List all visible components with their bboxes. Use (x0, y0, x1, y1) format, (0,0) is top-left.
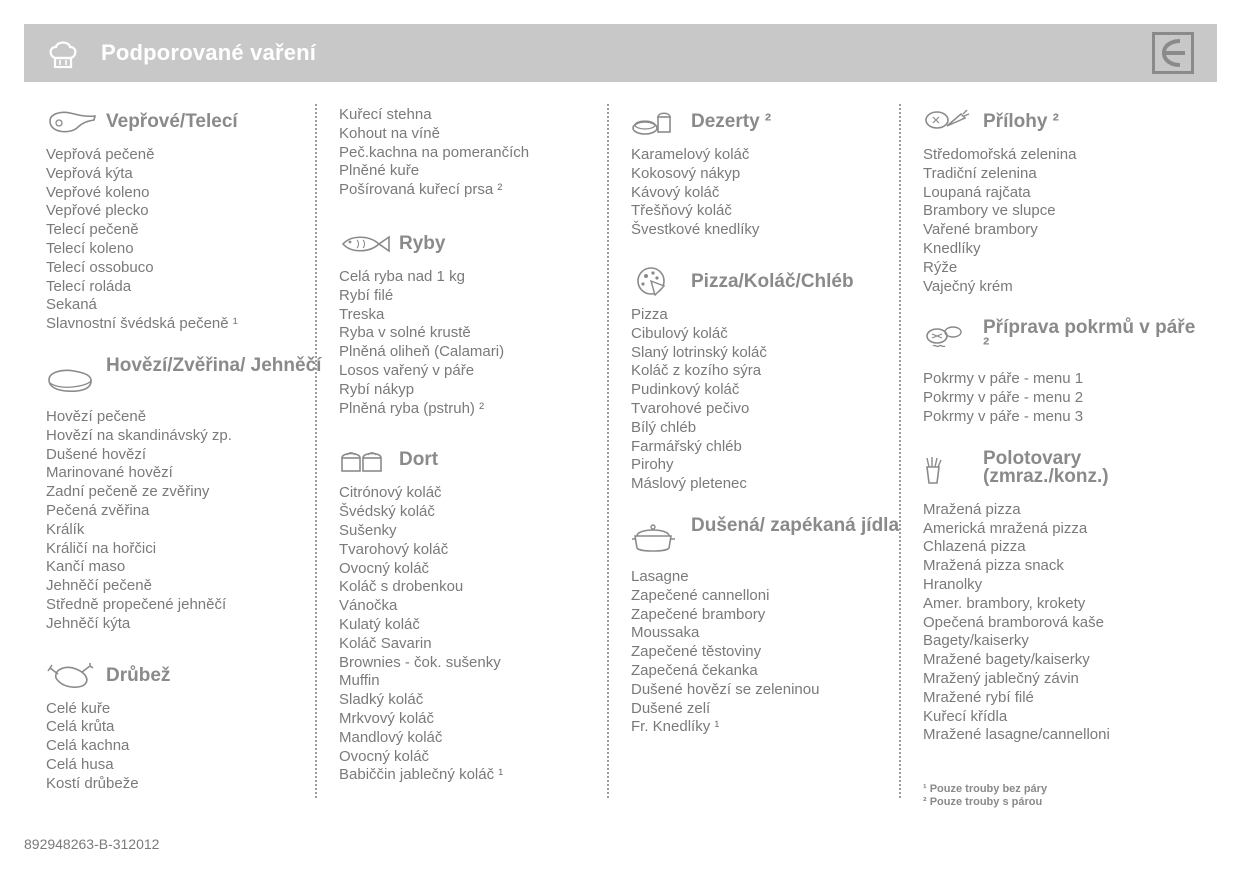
list-item: Slaný lotrinský koláč (631, 343, 767, 361)
list-item: Třešňový koláč (631, 202, 732, 220)
header-bar (24, 24, 1217, 82)
section-convenience-food (923, 443, 1193, 809)
list-item: Brownies - čok. sušenky (339, 653, 501, 671)
list-item: Pokrmy v páře - menu 2 (923, 389, 1084, 407)
list-item: Telecí koleno (46, 239, 134, 257)
list-item: Muffin (339, 672, 380, 690)
column-3 (631, 96, 901, 753)
section-title: Hovězí/Zvěřina/ Jehněčí (106, 354, 322, 376)
pork-leg-icon (46, 106, 98, 138)
list-item: Peč.kachna na pomerančích (339, 143, 530, 161)
list-item: Kostí drůbeže (46, 774, 139, 792)
list-item: Mražená pizza (923, 500, 1021, 518)
item-list (46, 408, 316, 634)
list-item: Rýže (923, 258, 958, 276)
list-item: Kohout na víně (339, 124, 440, 142)
page-title: Podporované vaření (101, 40, 317, 65)
dessert-icon (631, 106, 683, 138)
list-item: Celá krůta (46, 718, 115, 736)
list-item: Plněná ryba (pstruh) ² (339, 399, 485, 417)
section-pizza-bread (631, 256, 901, 494)
footnote: ¹ Pouze trouby bez páry (923, 783, 1048, 796)
list-item: Marinované hovězí (46, 464, 173, 482)
list-item: Slavnostní švédská pečeně ¹ (46, 315, 238, 333)
list-item: Švestkové knedlíky (631, 221, 760, 239)
list-item: Bagety/kaiserky (923, 632, 1029, 650)
section-title: Polotovary (zmraz./konz.) (983, 447, 1109, 487)
section-stews-casseroles (631, 510, 901, 737)
list-item: Telecí roláda (46, 277, 132, 295)
list-item: Vepřové koleno (46, 183, 150, 201)
frozen-food-icon (923, 455, 975, 487)
item-list (46, 700, 316, 794)
pizza-icon (631, 266, 683, 298)
list-item: Mandlový koláč (339, 728, 443, 746)
list-item: Jehněčí kýta (46, 614, 131, 632)
document-id: 892948263-B-312012 (24, 836, 160, 852)
footnotes (923, 783, 1193, 809)
list-item: Kokosový nákyp (631, 164, 741, 182)
list-item: Koláč z kozího sýra (631, 362, 762, 380)
list-item: Karamelový koláč (631, 146, 750, 163)
list-item: Pokrmy v páře - menu 3 (923, 407, 1084, 425)
list-item: Tvarohové pečivo (631, 399, 750, 417)
list-item: Ovocný koláč (339, 559, 430, 577)
list-item: Loupaná rajčata (923, 183, 1031, 201)
list-item: Vánočka (339, 597, 398, 615)
list-item: Plněná oliheň (Calamari) (339, 343, 505, 361)
list-item: Farmářský chléb (631, 437, 742, 455)
section-title: Přílohy ² (983, 111, 1060, 132)
list-item: Hovězí na skandinávský zp. (46, 426, 232, 444)
fish-icon (339, 228, 391, 260)
section-cake (339, 434, 609, 785)
item-list (631, 146, 901, 240)
item-list (631, 568, 901, 737)
list-item: Vaječný krém (923, 277, 1013, 295)
list-item: Mražená pizza snack (923, 557, 1064, 575)
list-item: Treska (339, 305, 385, 323)
list-item: Fr. Knedlíky ¹ (631, 718, 720, 736)
item-list (46, 146, 316, 334)
list-item: Rybí nákyp (339, 380, 415, 398)
list-item: Mražené bagety/kaiserky (923, 651, 1090, 669)
list-item: Kulatý koláč (339, 615, 420, 633)
list-item: Citrónový koláč (339, 484, 442, 502)
section-pork-veal (46, 96, 316, 334)
list-item: Vařené brambory (923, 221, 1038, 239)
list-item: Sekaná (46, 296, 97, 314)
cakes-icon (339, 444, 391, 476)
list-item: Dušené zelí (631, 699, 711, 717)
list-item: Vepřová pečeně (46, 146, 155, 163)
list-item: Zapečená čekanka (631, 661, 758, 679)
list-item: Zapečené brambory (631, 605, 766, 623)
electrolux-logo-icon (1152, 32, 1194, 74)
list-item: Vepřová kýta (46, 164, 133, 182)
list-item: Středomořská zelenina (923, 146, 1077, 163)
list-item: Pošírovaná kuřecí prsa ² (339, 181, 503, 199)
side-dish-icon (923, 106, 975, 138)
list-item: Kuřecí stehna (339, 106, 432, 123)
list-item: Americká mražená pizza (923, 519, 1088, 537)
list-item: Pokrmy v páře - menu 1 (923, 370, 1084, 388)
list-item: Švédský koláč (339, 503, 435, 521)
item-list (923, 370, 1193, 426)
section-title: Vepřové/Telecí (106, 111, 238, 132)
list-item: Máslový pletenec (631, 475, 747, 493)
list-item: Středně propečené jehněčí (46, 595, 227, 613)
list-item: Brambory ve slupce (923, 202, 1056, 220)
list-item: Jehněčí pečeně (46, 577, 152, 595)
section-poultry (46, 650, 316, 794)
list-item: Zadní pečeně ze zvěřiny (46, 483, 210, 501)
list-item: Mražené rybí filé (923, 688, 1034, 706)
section-title: Pizza/Koláč/Chléb (691, 270, 854, 292)
list-item: Pirohy (631, 456, 674, 474)
column-1 (46, 96, 322, 810)
list-item: Amer. brambory, krokety (923, 594, 1086, 612)
list-item: Sladký koláč (339, 691, 424, 709)
list-item: Pudinkový koláč (631, 381, 740, 399)
list-item: Plněné kuře (339, 162, 420, 180)
section-title: Příprava pokrmů v páře ² (983, 317, 1196, 357)
list-item: Hranolky (923, 575, 983, 593)
list-item: Zapečené cannelloni (631, 586, 770, 604)
section-title: Ryby (399, 232, 446, 254)
section-steam-cooking (923, 312, 1196, 426)
list-item: Králičí na hořčici (46, 539, 157, 557)
section-title: Dušená/ zapékaná jídla (691, 514, 900, 536)
list-item: Pečená zvěřina (46, 501, 150, 519)
footnote: ² Pouze trouby s párou (923, 796, 1043, 809)
casserole-icon (631, 522, 683, 554)
list-item: Vepřové plecko (46, 202, 149, 220)
column-4 (923, 96, 1196, 825)
section-poultry-continued (339, 106, 609, 200)
list-item: Mrkvový koláč (339, 709, 435, 727)
item-list (631, 306, 901, 494)
item-list (339, 268, 609, 418)
list-item: Tradiční zelenina (923, 164, 1037, 182)
item-list (923, 501, 1193, 745)
list-item: Babiččin jablečný koláč ¹ (339, 766, 504, 784)
steam-icon (923, 322, 975, 354)
list-item: Dušené hovězí (46, 445, 147, 463)
list-item: Hovězí pečeně (46, 407, 147, 425)
section-title: Dezerty ² (691, 111, 772, 132)
list-item: Sušenky (339, 521, 397, 539)
beef-steak-icon (46, 364, 98, 396)
chef-hat-icon (46, 36, 80, 70)
list-item: Telecí pečeně (46, 221, 139, 239)
list-item: Koláč s drobenkou (339, 578, 464, 596)
list-item: Ovocný koláč (339, 747, 430, 765)
list-item: Mražený jablečný závin (923, 669, 1079, 687)
list-item: Ryba v solné krustě (339, 324, 471, 342)
list-item: Mražené lasagne/cannelloni (923, 726, 1110, 744)
list-item: Dušené hovězí se zeleninou (631, 680, 820, 698)
list-item: Chlazená pizza (923, 538, 1026, 556)
list-item: Zapečené těstoviny (631, 643, 762, 661)
section-beef-game-lamb (46, 350, 322, 634)
list-item: Kančí maso (46, 558, 126, 576)
list-item: Celá husa (46, 755, 114, 773)
list-item: Bílý chléb (631, 418, 697, 436)
list-item: Lasagne (631, 567, 689, 585)
list-item: Celé kuře (46, 699, 111, 717)
item-list (923, 146, 1193, 296)
list-item: Celá ryba nad 1 kg (339, 267, 465, 285)
list-item: Koláč Savarin (339, 634, 432, 652)
section-title: Drůbež (106, 664, 171, 686)
item-list (339, 484, 609, 785)
section-desserts (631, 96, 901, 240)
list-item: Kávový koláč (631, 183, 720, 201)
list-item: Cibulový koláč (631, 324, 728, 342)
list-item: Knedlíky (923, 239, 981, 257)
list-item: Telecí ossobuco (46, 258, 154, 276)
list-item: Moussaka (631, 624, 700, 642)
item-list (339, 106, 609, 200)
list-item: Losos vařený v páře (339, 361, 475, 379)
list-item: Králík (46, 520, 85, 538)
section-side-dishes (923, 96, 1193, 296)
list-item: Tvarohový koláč (339, 540, 449, 558)
list-item: Kuřecí křídla (923, 707, 1008, 725)
column-2 (339, 106, 609, 801)
list-item: Rybí filé (339, 286, 394, 304)
list-item: Opečená bramborová kaše (923, 613, 1104, 631)
list-item: Pizza (631, 305, 668, 323)
section-fish (339, 218, 609, 418)
poultry-icon (46, 660, 98, 692)
section-title: Dort (399, 449, 439, 471)
list-item: Celá kachna (46, 737, 130, 755)
